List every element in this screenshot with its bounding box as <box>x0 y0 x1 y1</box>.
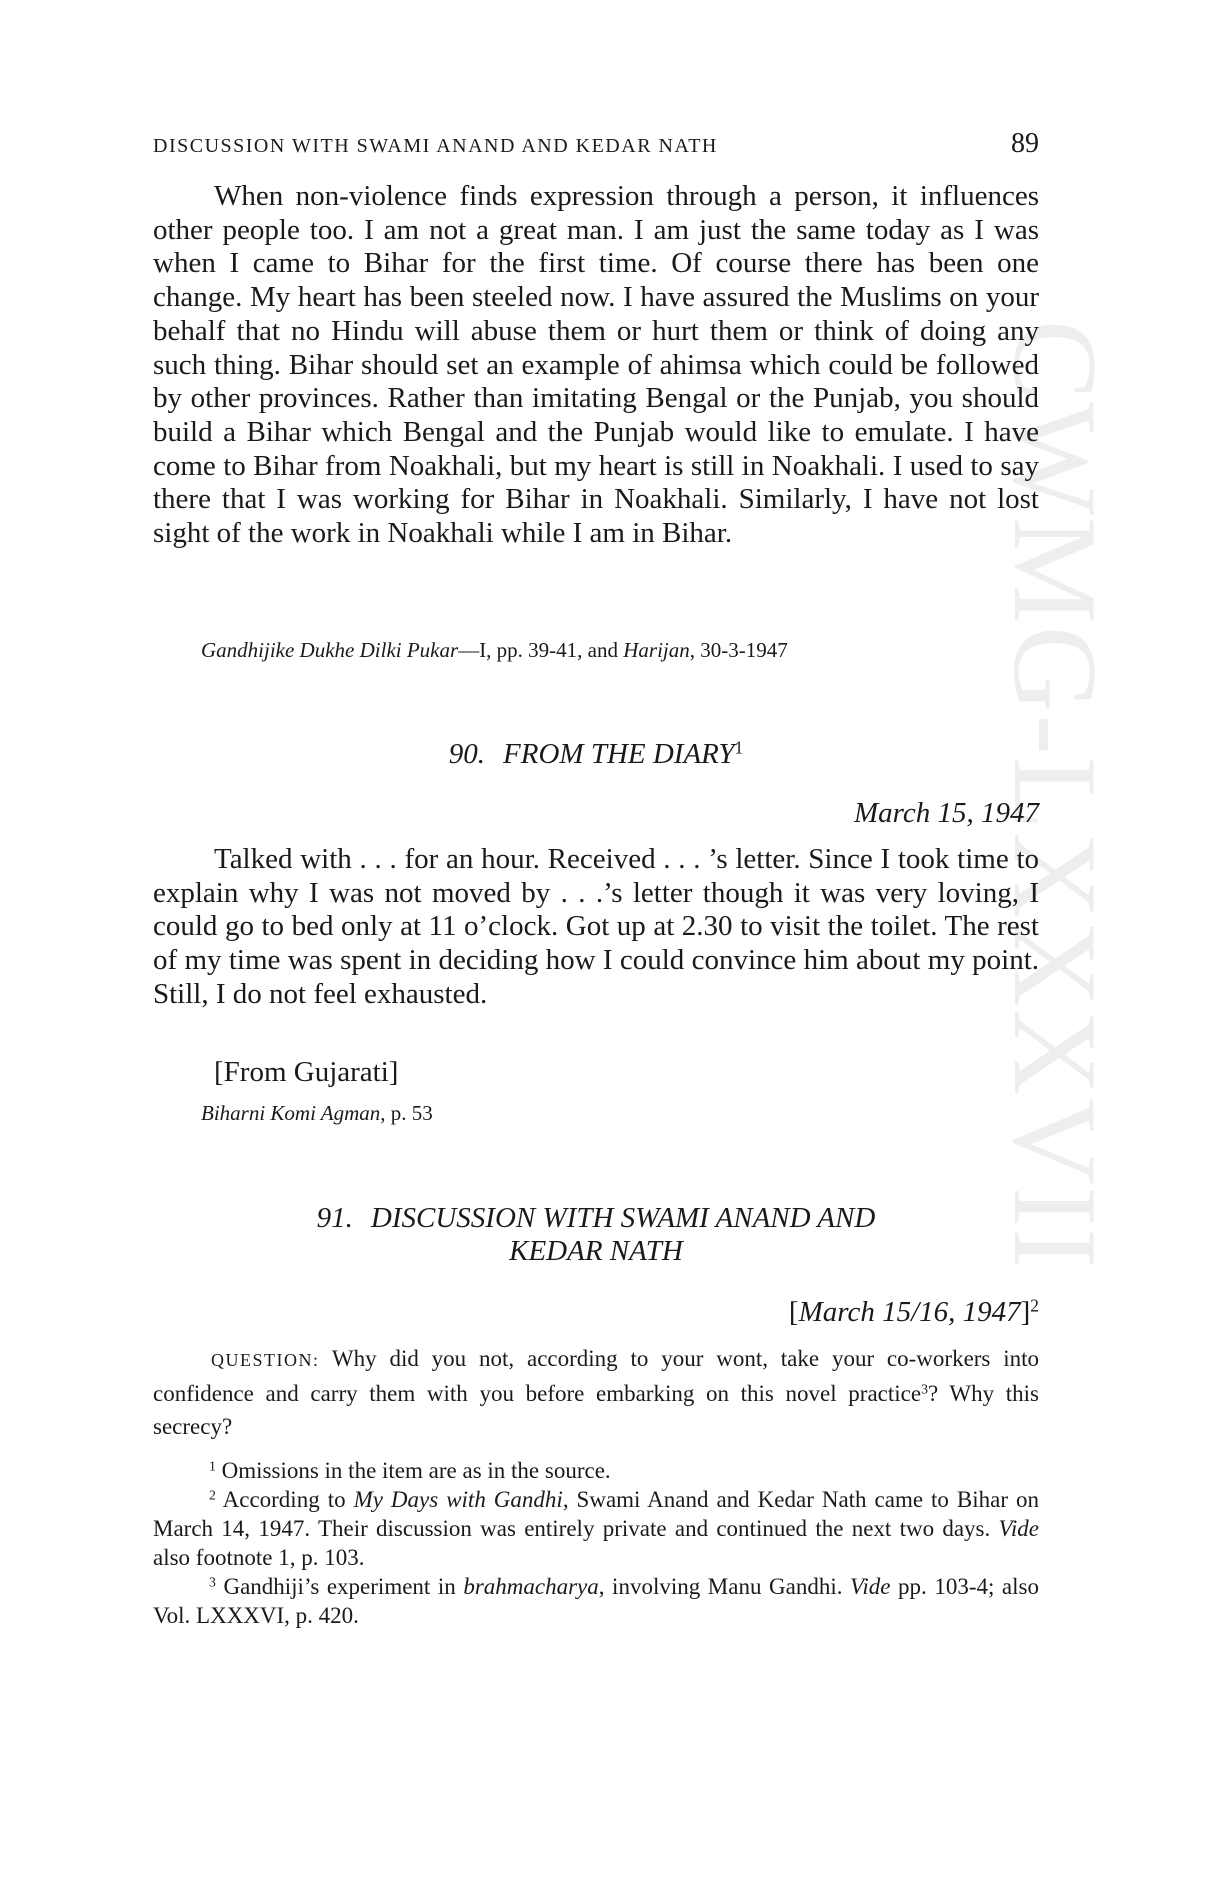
article-91-title <box>153 1202 1039 1268</box>
article-90-title <box>153 738 1039 771</box>
source-detail: —I, pp. 39-41, and <box>458 638 624 662</box>
diary-paragraph: Talked with . . . for an hour. Received . . . ’s letter. Since I took time to explain why I was not moved by . . .’s letter though it was very loving, I could go to bed only at 11 o’clock. Got up at 2.30 to visit the toilet. The rest of my time was spent in deciding how I could convince him about my point. Still, I do not feel exhausted. <box>153 843 1039 1010</box>
source-work: Harijan <box>623 638 690 662</box>
footnote-vide: Vide <box>850 1574 891 1599</box>
article-90-dateline <box>153 797 1039 830</box>
article-91-question <box>153 1342 1039 1443</box>
source-work: Gandhijike Dukhe Dilki Pukar <box>201 638 459 662</box>
footnote-mark: 3 <box>209 1574 216 1590</box>
footnote-text: pp. 103-4; also Vol. LXXXVI, p. 420. <box>153 1574 1039 1628</box>
footnote-vide: Vide <box>998 1516 1039 1541</box>
footnote-mark: 2 <box>209 1487 216 1503</box>
footnotes-section <box>153 1456 1039 1630</box>
question-text: ? Why this secrecy? <box>153 1381 1040 1439</box>
footnote-2 <box>153 1485 1039 1572</box>
source-detail: , p. 53 <box>380 1101 433 1125</box>
intro-section <box>153 180 1039 551</box>
intro-paragraph: When non-violence finds expression through a person, it influences other people too. I am not a great man. I am just the same today as I was when I came to Bihar for the first time. Of course there has been one change. My heart has been steeled now. I have assured the Muslims on your behalf that no Hindu will abuse them or hurt them or think of doing any such thing. Bihar should set an example of ahimsa which could be followed by other provinces. Rather than imitating Bengal or the Punjab, you should build a Bihar which Bengal and the Punjab would like to emulate. I have come to Bihar from Noakhali, but my heart is still in Noakhali. I used to say there that I was working for Bihar in Noakhali. Similarly, I have not lost sight of the work in Noakhali while I am in Bihar. <box>153 180 1039 550</box>
question-text: Why did you not, according to your wont, take your co-workers into confidence and carry them with you before embarking on this novel practice <box>153 1346 1039 1406</box>
footnote-text: , Swami Anand and Kedar Nath came to Bihar on March 14, 1947. Their discussion was entirely private and continued the next two days. <box>153 1487 1040 1541</box>
dateline: March 15/16, 1947 <box>798 1296 1021 1328</box>
article-90-note <box>153 1055 1039 1089</box>
article-number: 90. <box>448 738 486 770</box>
footnote-work: My Days with Gandhi <box>353 1487 563 1512</box>
source-detail: , 30-3-1947 <box>689 638 788 662</box>
page-header <box>153 128 1039 168</box>
footnote-text: According to <box>215 1487 354 1512</box>
article-title-line: DISCUSSION WITH SWAMI ANAND AND <box>370 1202 876 1234</box>
article-90-source <box>153 1098 1039 1128</box>
footnote-text: , involving Manu Gandhi. <box>598 1574 851 1599</box>
bracket: [ <box>788 1296 799 1328</box>
article-91-dateline <box>153 1296 1039 1329</box>
question-label: QUESTION: <box>211 1350 320 1370</box>
running-head: DISCUSSION WITH SWAMI ANAND AND KEDAR NATH <box>153 135 718 157</box>
article-number: 91. <box>316 1202 353 1234</box>
footnote-3 <box>153 1572 1039 1630</box>
footnote-ref: 2 <box>1030 1295 1039 1316</box>
footnote-1 <box>153 1456 1039 1485</box>
footnote-ref: 3 <box>921 1381 928 1397</box>
dateline: March 15, 1947 <box>854 797 1039 829</box>
page-number: 89 <box>1011 128 1039 159</box>
article-90-body <box>153 843 1039 1012</box>
footnote-text: also footnote 1, p. 103. <box>153 1545 365 1570</box>
article-title-line: KEDAR NATH <box>509 1235 683 1267</box>
source-work: Biharni Komi Agman <box>201 1101 381 1125</box>
footnote-ref: 1 <box>734 737 744 758</box>
footnote-mark: 1 <box>209 1458 216 1474</box>
watermark-text: CWMG-LXXXVII <box>989 320 1122 1271</box>
footnote-text: Gandhiji’s experiment in <box>215 1574 464 1599</box>
translation-note: [From Gujarati] <box>214 1056 399 1088</box>
bracket: ] <box>1020 1296 1031 1328</box>
article-title-text: FROM THE DIARY <box>503 738 735 770</box>
footnote-text: Omissions in the item are as in the source. <box>215 1458 611 1483</box>
intro-source <box>153 635 1039 665</box>
footnote-term: brahmacharya <box>463 1574 599 1599</box>
